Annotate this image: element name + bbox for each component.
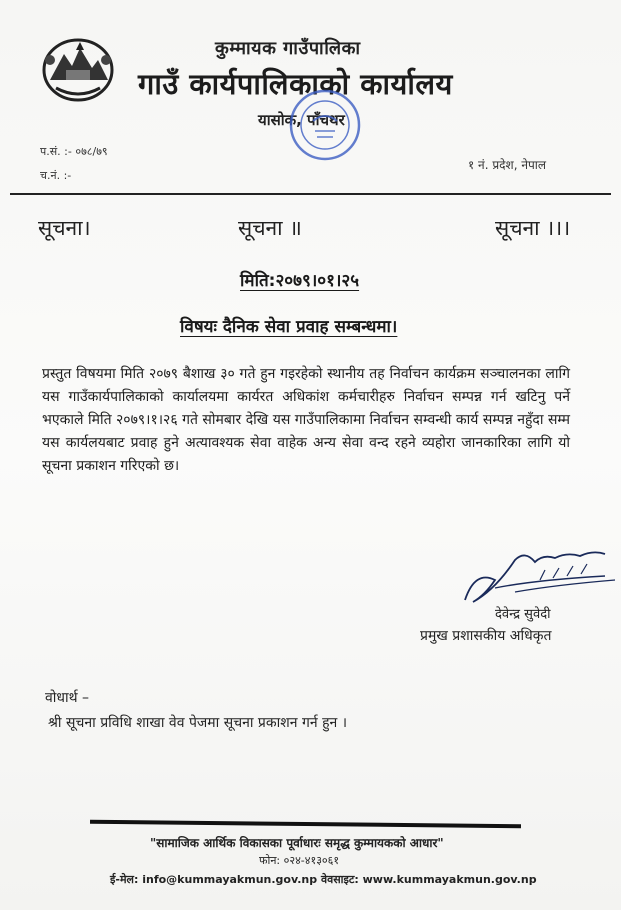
ref-number: प.सं. :- ०७८/७९ <box>40 145 108 158</box>
notice-word-middle: सूचना ॥ <box>238 216 302 240</box>
notice-date: मिति:२०७९।०१।२५ <box>240 271 360 291</box>
footer-phone: फोन: ०२४-४१३०६१ <box>259 854 340 867</box>
header-divider <box>10 193 611 195</box>
reference-numbers <box>40 140 108 188</box>
footer-slogan: "सामाजिक आर्थिक विकासका पूर्वाधारः समृद्ध कुम्मायकको आधार" <box>150 836 444 850</box>
notice-word-right: सूचना ।।। <box>495 216 571 240</box>
footer-contact: ई-मेल: info@kummayakmun.gov.np वेवसाइट: www.kummayakmun.gov.np <box>110 873 537 886</box>
footer-divider <box>90 820 521 829</box>
nepal-emblem-icon <box>36 30 120 106</box>
notice-subject: विषयः दैनिक सेवा प्रवाह सम्बन्धमा। <box>180 317 398 337</box>
signatory-name: देवेन्द्र सुवेदी <box>495 607 551 622</box>
cc-text: श्री सूचना प्रविधि शाखा वेव पेजमा सूचना प्रकाशन गर्न हुन । <box>48 715 348 731</box>
office-stamp-icon <box>285 85 365 165</box>
cc-heading: वोधार्थ – <box>45 690 90 706</box>
dispatch-number: च.नं. :- <box>40 169 72 182</box>
notice-word-left: सूचना। <box>38 216 91 240</box>
office-address: यासोक, पाँचथर <box>258 111 345 129</box>
notice-body: प्रस्तुत विषयमा मिति २०७९ बैशाख ३० गते हुन गइरहेको स्थानीय तह निर्वाचन कार्यक्रम सञ्चालनका लागि यस गाउँकार्यपालिकाको कार्यालयमा कार्यरत अधिकांश कर्मचारीहरु निर्वाचन सम्पन्न गर्न खटिनु पर्ने भएकाले मिति २०७९।१।२६ गते सोमबार देखि यस गाउँपालिकामा निर्वाचन सम्वन्धी कार्य सम्पन्न नहुँदा सम्म यस कार्यलयबाट प्रवाह हुने अत्यावश्यक सेवा वाहेक अन्य सेवा वन्द रहने व्यहोरा जानकारिका लागि यो सूचना प्रकाशन गरिएको छ। <box>42 366 570 474</box>
office-title: गाउँ कार्यपालिकाको कार्यालय <box>138 67 453 101</box>
province-label: १ नं. प्रदेश, नेपाल <box>468 158 547 172</box>
signatory-title: प्रमुख प्रशासकीय अधिकृत <box>420 628 552 644</box>
municipality-name: कुम्मायक गाउँपालिका <box>215 38 361 59</box>
